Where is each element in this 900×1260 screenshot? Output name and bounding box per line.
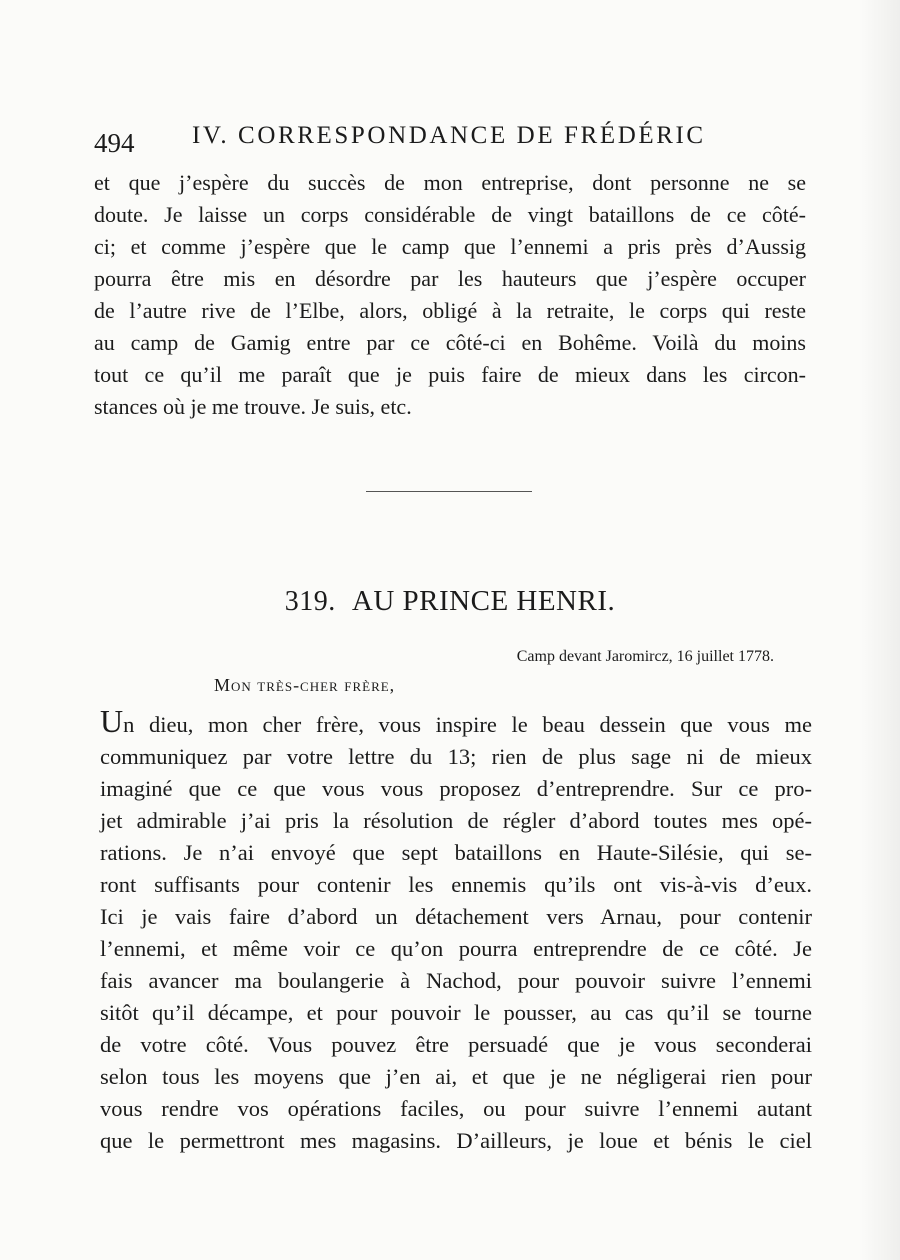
text-line: Ici je vais faire d’abord un détachement vers Arnau, pour contenir: [100, 904, 812, 929]
running-title: IV. CORRESPONDANCE DE FRÉDÉRIC: [192, 122, 706, 149]
text-line: sitôt qu’il décampe, et pour pouvoir le pousser, au cas qu’il se tourne: [100, 1000, 812, 1025]
text-line: de votre côté. Vous pouvez être persuadé que je vous seconderai: [100, 1032, 812, 1057]
text-line: fais avancer ma boulangerie à Nachod, pour pouvoir suivre l’ennemi: [100, 968, 812, 993]
page-number: 494: [94, 128, 135, 158]
text-line: pourra être mis en désordre par les hauteurs que j’espère occuper: [94, 266, 806, 291]
text-line: de l’autre rive de l’Elbe, alors, obligé à la retraite, le corps qui reste: [94, 298, 806, 323]
running-head: [94, 118, 794, 158]
section-divider: [366, 491, 532, 492]
text-line: l’ennemi, et même voir ce qu’on pourra entreprendre de ce côté. Je: [100, 936, 812, 961]
letter-heading: [0, 585, 900, 618]
dateline: Camp devant Jaromircz, 16 juillet 1778.: [516, 648, 774, 665]
letter-number: 319.: [284, 586, 336, 617]
text-line: ront suffisants pour contenir les ennemis qu’ils ont vis-à-vis d’eux.: [100, 872, 812, 897]
text-line: rations. Je n’ai envoyé que sept bataillons en Haute-Silésie, qui se-: [100, 840, 812, 865]
first-text-line: [100, 703, 812, 741]
text-line: ci; et comme j’espère que le camp que l’ennemi a pris près d’Aussig: [94, 234, 806, 259]
text-line: imaginé que ce que vous vous proposez d’entreprendre. Sur ce pro-: [100, 776, 812, 801]
text-line: tout ce qu’il me paraît que je puis faire de mieux dans les circon-: [94, 362, 806, 387]
continuation-paragraph: [94, 167, 806, 423]
text-line: que le permettront mes magasins. D’ailleurs, je loue et bénis le ciel: [100, 1128, 812, 1153]
text-line: stances où je me trouve. Je suis, etc.: [94, 394, 412, 419]
letter-title: AU PRINCE HENRI.: [351, 585, 616, 617]
text-line: et que j’espère du succès de mon entreprise, dont personne ne se: [94, 170, 806, 195]
text-line: vous rendre vos opérations faciles, ou pour suivre l’ennemi autant: [100, 1096, 812, 1121]
first-line-text: n dieu, mon cher frère, vous inspire le beau dessein que vous me: [123, 712, 812, 737]
text-line: jet admirable j’ai pris la résolution de régler d’abord toutes mes opé-: [100, 808, 812, 833]
text-line: communiquez par votre lettre du 13; rien de plus sage ni de mieux: [100, 744, 812, 769]
letter-body: [100, 703, 812, 1157]
text-line: au camp de Gamig entre par ce côté-ci en Bohême. Voilà du moins: [94, 330, 806, 355]
drop-cap: U: [100, 703, 124, 739]
text-line: doute. Je laisse un corps considérable de vingt bataillons de ce côté-: [94, 202, 806, 227]
text-line: selon tous les moyens que j’en ai, et que je ne négligerai rien pour: [100, 1064, 812, 1089]
salutation: Mon très-cher frère,: [214, 675, 396, 695]
